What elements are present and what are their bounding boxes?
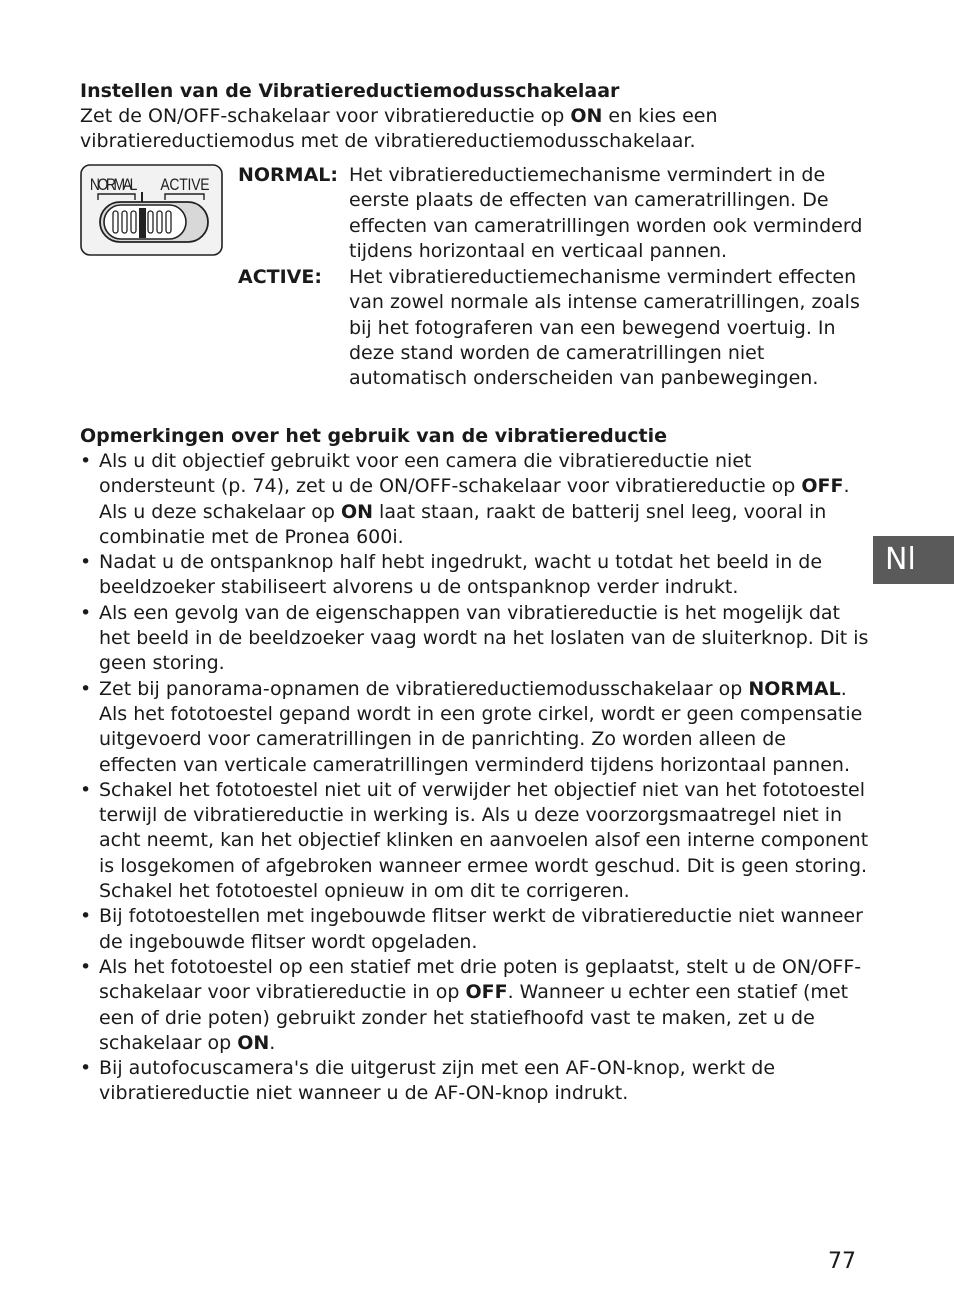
section-heading-vr-notes: Opmerkingen over het gebruik van de vibratiereductie (80, 425, 668, 447)
list-item (80, 778, 870, 904)
switch-label-active: ACTIVE (160, 175, 210, 195)
bullet-mark: • (80, 551, 92, 574)
list-item (80, 601, 870, 677)
intro-text-2: en kies een vibratiereductiemodus met de vibratiereductiemodusschakelaar. (80, 105, 718, 153)
bullet-mark: • (80, 601, 92, 624)
bullet-bold: OFF (801, 475, 844, 498)
bullet-mark: • (80, 905, 92, 928)
bullet-text: Bij autofocuscamera's die uitgerust zijn met een AF-ON-knop, werkt de vibratiereductie niet wanneer u de AF-ON-knop indrukt. (99, 1057, 776, 1105)
bullet-text: . Als het fototoestel gepand wordt in een grote cirkel, wordt er geen compensatie uitgevoerd voor cameratrillingen in de panrichting. Zo worden alleen de effecten van verticale cameratrillingen verminderd tijdens horizontaal pannen. (99, 677, 863, 776)
mode-text-active: Het vibratiereductiemechanisme vermindert effecten van zowel normale als intense cameratrillingen, zoals bij het fotograferen van een bewegend voertuig. In deze stand worden de cameratrillingen niet automatisch onderscheiden van panbewegingen. (349, 266, 860, 390)
bullet-mark: • (80, 778, 92, 801)
list-item (80, 677, 870, 778)
bullet-text: . Als u deze schakelaar op (99, 475, 850, 523)
language-tab: Nl (873, 536, 954, 584)
bullet-bold: ON (340, 500, 373, 523)
page-number: 77 (828, 1249, 856, 1274)
list-item (80, 955, 870, 1056)
mode-label-normal: NORMAL: (238, 164, 339, 186)
list-item (80, 550, 870, 601)
section-heading-vr-mode-switch: Instellen van de Vibratiereductiemodusschakelaar (80, 80, 620, 102)
list-item (80, 1056, 870, 1107)
intro-text-1: Zet de ON/OFF-schakelaar voor vibratiereductie op (80, 105, 571, 127)
bullet-text: Als het fototoestel op een statief met drie poten is geplaatst, stelt u de ON/OFF-schakelaar voor vibratiereductie in op (99, 955, 862, 1004)
bullet-text: Zet bij panorama-opnamen de vibratiereductiemodusschakelaar op (99, 677, 749, 700)
bullet-mark: • (80, 1057, 92, 1080)
bullet-text: laat staan, raakt de batterij snel leeg, vooral in combinatie met de Pronea 600i. (99, 500, 827, 548)
vr-notes-list (80, 449, 870, 1107)
bullet-bold: ON (237, 1031, 270, 1054)
mode-text-normal: Het vibratiereductiemechanisme vermindert in de eerste plaats de effecten van cameratrillingen. De effecten van cameratrillingen worden ook verminderd tijdens horizontaal en verticaal pannen. (349, 164, 863, 262)
bullet-mark: • (80, 677, 92, 700)
bullet-text: . (269, 1031, 276, 1054)
bullet-bold: NORMAL (748, 677, 841, 700)
bullet-text: Als een gevolg van de eigenschappen van vibratiereductie is het mogelijk dat het beeld in de beeldzoeker vaag wordt na het loslaten van de sluiterknop. Dit is geen storing. (99, 601, 869, 675)
bullet-mark: • (80, 955, 92, 978)
bullet-mark: • (80, 450, 92, 472)
mode-label-active: ACTIVE: (238, 266, 322, 288)
bullet-text: Nadat u de ontspanknop half hebt ingedrukt, wacht u totdat het beeld in de beeldzoeker stabiliseert alvorens u de ontspanknop verder indrukt. (99, 551, 823, 599)
bullet-text: . Wanneer u echter een statief (met een of drie poten) gebruikt zonder het statiefhoofd vast te maken, zet u de schakelaar op (99, 981, 849, 1054)
list-item (80, 904, 870, 955)
list-item (80, 449, 870, 550)
intro-paragraph (80, 104, 870, 155)
bullet-text: Bij fototoestellen met ingebouwde flitser werkt de vibratiereductie niet wanneer de ingebouwde flitser wordt opgeladen. (99, 905, 863, 953)
bullet-text: Schakel het fototoestel niet uit of verwijder het objectief niet van het fototoestel terwijl de vibratiereductie in werking is. Als u deze voorzorgsmaatregel niet in acht neemt, kan het objectief klinken en aanvoelen alsof een interne component is losgekomen of afgebroken wanneer ermee wordt geschud. Dit is geen storing. Schakel het fototoestel opnieuw in om dit te corrigeren. (99, 778, 869, 903)
bullet-bold: OFF (465, 981, 508, 1004)
intro-bold-on: ON (570, 105, 603, 127)
switch-label-normal: NORMAL (89, 175, 138, 195)
bullet-text: Als u dit objectief gebruikt voor een camera die vibratiereductie niet ondersteunt (p. 74), zet u de ON/OFF-schakelaar voor vibratiereductie op (99, 450, 802, 498)
vr-mode-switch-illustration (80, 164, 223, 256)
